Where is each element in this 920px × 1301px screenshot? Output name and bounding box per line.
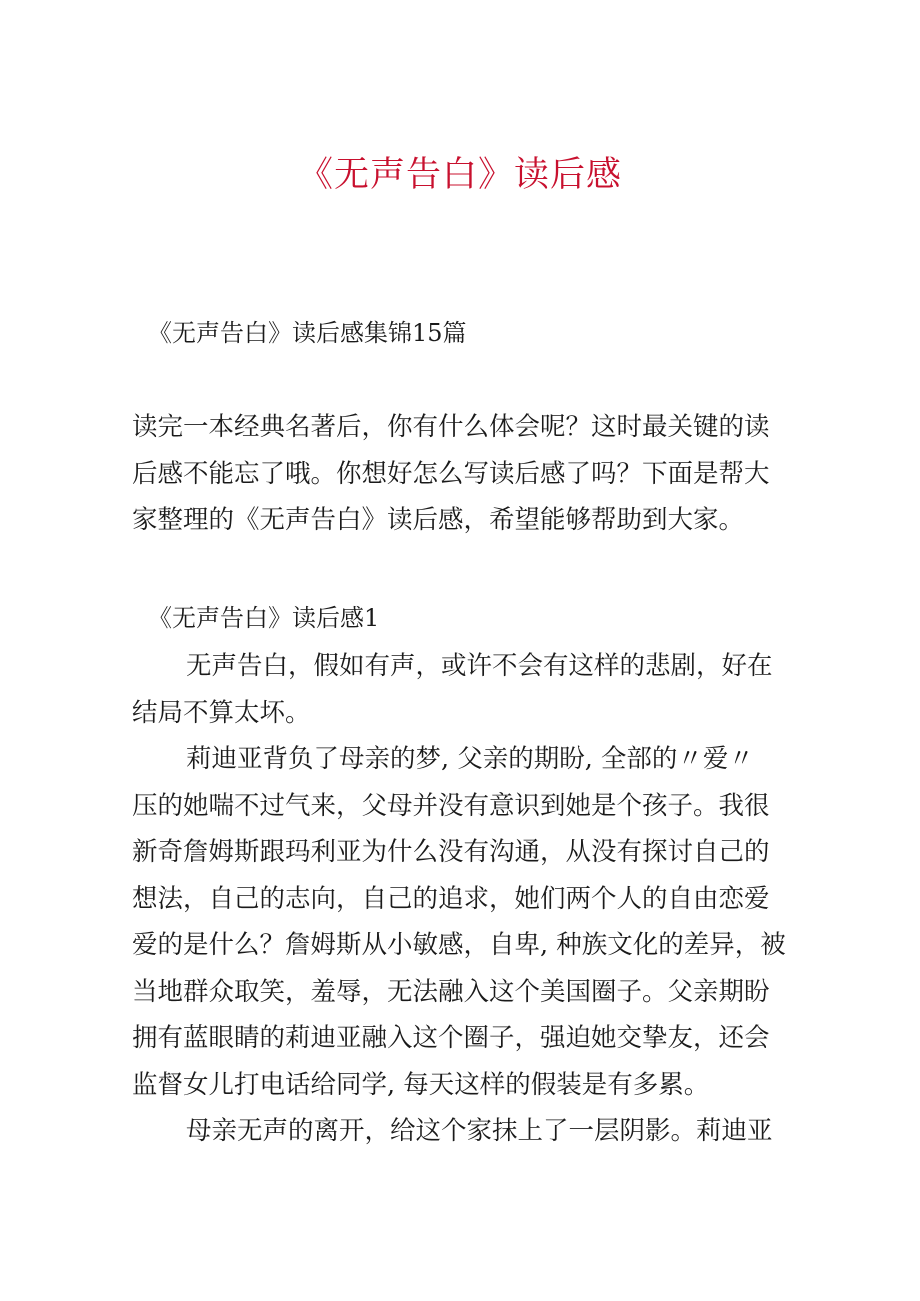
- document-subtitle: 《无声告白》读后感集锦15篇: [148, 319, 467, 347]
- essay-body: [132, 643, 792, 1155]
- intro-line: 读完一本经典名著后，你有什么体会呢？这时最关键的读: [132, 412, 770, 442]
- paragraph-line: 拥有蓝眼睛的莉迪亚融入这个圈子，强迫她交挚友，还会: [132, 1023, 770, 1053]
- paragraph-line: 结局不算太坏。: [132, 697, 311, 728]
- paragraph-line: 莉迪亚背负了母亲的梦, 父亲的期盼, 全部的〃爱〃: [186, 744, 754, 774]
- essay-paragraph-1: [132, 643, 792, 736]
- section-heading: 《无声告白》读后感1: [148, 604, 380, 632]
- paragraph-line: 母亲无声的离开，给这个家抹上了一层阴影。莉迪亚: [186, 1116, 773, 1146]
- paragraph-line: 新奇詹姆斯跟玛利亚为什么没有沟通，从没有探讨自己的: [132, 837, 770, 867]
- paragraph-line: 爱的是什么？詹姆斯从小敏感，自卑, 种族文化的差异，被: [132, 930, 786, 960]
- intro-line: 后感不能忘了哦。你想好怎么写读后感了吗？下面是帮大: [132, 458, 770, 489]
- paragraph-line: 压的她喘不过气来，父母并没有意识到她是个孩子。我很: [132, 790, 770, 821]
- intro-line: 家整理的《无声告白》读后感，希望能够帮助到大家。: [132, 505, 745, 535]
- essay-paragraph-2: [132, 736, 792, 1108]
- paragraph-line: 想法，自己的志向，自己的追求，她们两个人的自由恋爱: [132, 883, 770, 914]
- essay-paragraph-3: [132, 1108, 792, 1155]
- paragraph-line: 无声告白，假如有声，或许不会有这样的悲剧，好在: [186, 651, 773, 681]
- document-title: 《无声告白》读后感: [297, 155, 622, 195]
- intro-paragraph: [132, 404, 792, 544]
- paragraph-line: 当地群众取笑，羞辱，无法融入这个美国圈子。父亲期盼: [132, 976, 770, 1007]
- paragraph-line: 监督女儿打电话给同学, 每天这样的假装是有多累。: [132, 1069, 710, 1100]
